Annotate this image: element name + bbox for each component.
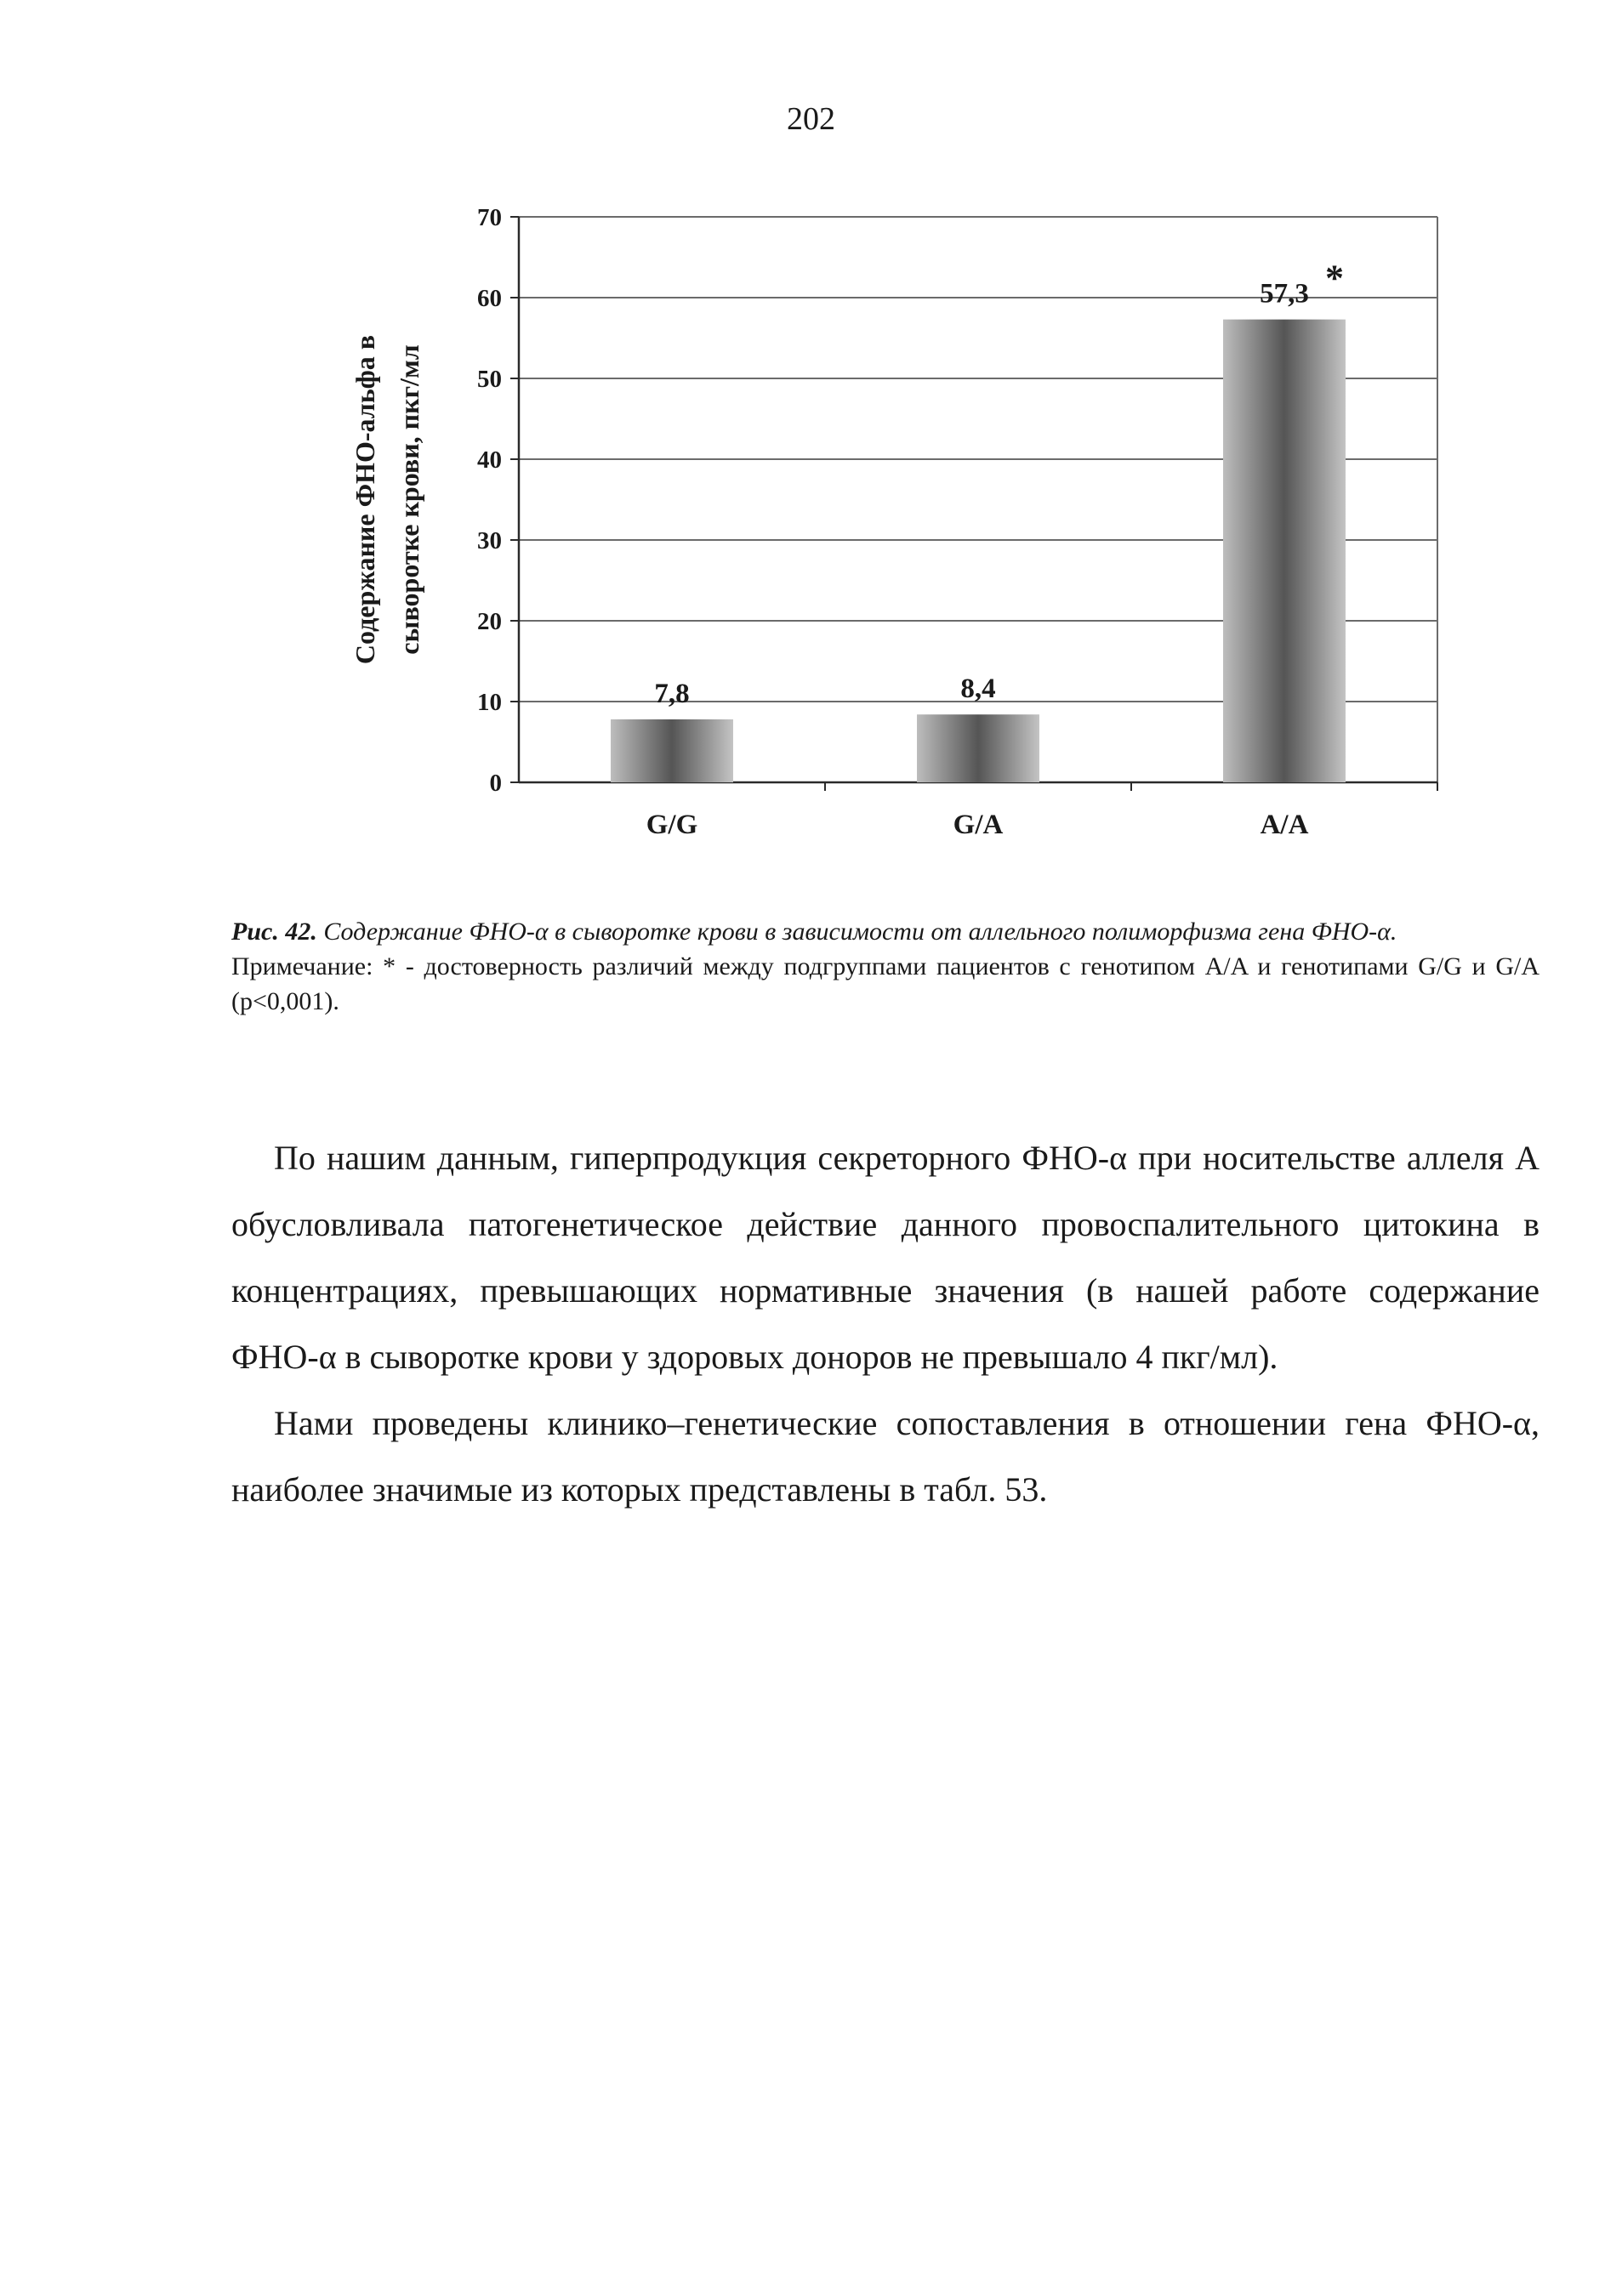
bar-chart	[323, 187, 1463, 867]
bars	[611, 258, 1346, 782]
y-axis-label-line: Содержание ФНО-альфа в	[350, 334, 380, 665]
y-tick-label: 50	[477, 366, 502, 393]
body-text	[231, 1125, 1539, 1523]
figure-note: Примечание: * - достоверность различий между подгруппами пациентов с генотипом A/A и генотипами G/G и G/A (p<0,001).	[231, 952, 1539, 1015]
y-tick-label: 20	[477, 608, 502, 635]
bar	[917, 714, 1039, 782]
paragraph: По нашим данным, гиперпродукция секреторного ФНО-α при носительстве аллеля A обусловливала патогенетическое действие данного провоспалительного цитокина в концентрациях, превышающих нормативные значения (в нашей работе содержание ФНО-α в сыворотке крови у здоровых доноров не превышало 4 пкг/мл).	[231, 1139, 1539, 1376]
x-tick-label: G/G	[646, 810, 698, 840]
significance-asterisk: *	[1325, 257, 1344, 299]
y-tick-label: 10	[477, 689, 502, 716]
figure-caption	[231, 914, 1539, 1019]
paragraph: Нами проведены клинико–генетические сопоставления в отношении гена ФНО-α, наиболее значимые из которых представлены в табл. 53.	[231, 1404, 1539, 1509]
y-tick-label: 70	[477, 204, 502, 231]
bar	[1223, 320, 1346, 782]
data-label: 8,4	[960, 673, 996, 705]
x-tick-label: A/A	[1260, 810, 1309, 840]
data-label: 7,8	[654, 678, 690, 709]
y-tick-label: 60	[477, 285, 502, 312]
figure-title: Содержание ФНО-α в сыворотке крови в зависимости от аллельного полиморфизма гена ФНО-α.	[316, 918, 1397, 946]
y-tick-label: 40	[477, 446, 502, 474]
y-tick-label: 0	[489, 770, 502, 797]
page-number: 202	[787, 101, 835, 137]
figure-title-line	[231, 914, 1539, 949]
figure-label: Рис. 42.	[231, 918, 317, 946]
x-tick-label: G/A	[953, 810, 1004, 840]
data-label: 57,3	[1260, 278, 1309, 310]
x-tick-labels	[646, 782, 1437, 840]
bar	[611, 719, 733, 782]
y-tick-label: 30	[477, 527, 502, 554]
y-axis-label-line: сыворотке крови, пкг/мл	[394, 344, 424, 655]
y-ticks	[477, 204, 519, 797]
y-axis-label	[350, 335, 424, 664]
